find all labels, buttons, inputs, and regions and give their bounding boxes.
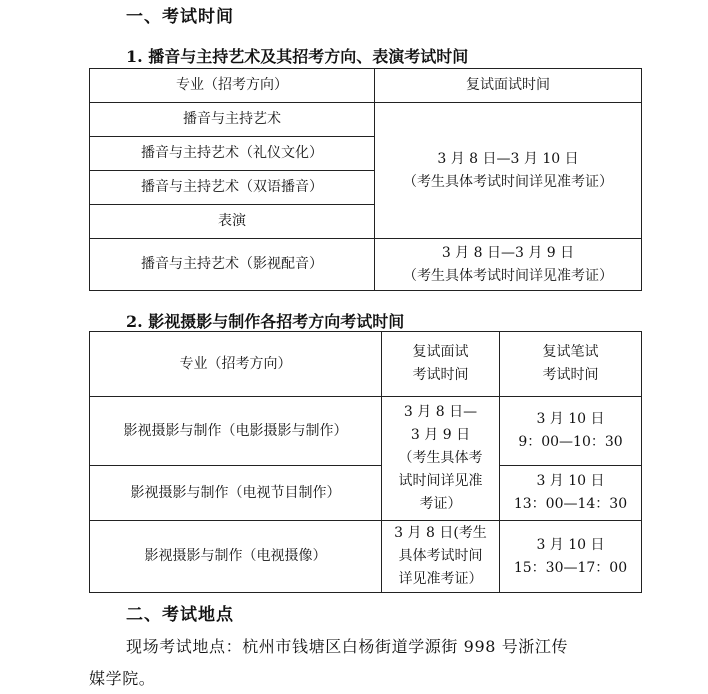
major-cell: 播音与主持艺术（影视配音） xyxy=(90,239,375,291)
major-cell: 播音与主持艺术（礼仪文化） xyxy=(90,137,375,171)
time-line: 3 月 8 日— xyxy=(403,404,478,420)
header-interview-time: 复试面试时间 xyxy=(375,69,642,103)
time-line: 详见准考证） xyxy=(398,571,483,587)
written-time-cell xyxy=(500,466,642,521)
header-major: 专业（招考方向） xyxy=(90,69,375,103)
interview-time-cell xyxy=(382,521,500,593)
written-date: 3 月 10 日 xyxy=(536,473,605,489)
time-line: 考证） xyxy=(419,496,462,512)
interview-time-cell xyxy=(382,397,500,521)
major-cell: 表演 xyxy=(90,205,375,239)
location-paragraph-line1: 现场考试地点：杭州市钱塘区白杨街道学源街 998 号浙江传 xyxy=(126,637,569,656)
header-line: 考试时间 xyxy=(412,367,469,383)
written-hours: 15：30—17：00 xyxy=(513,559,628,576)
time-line: 3 月 8 日(考生 xyxy=(394,525,487,541)
table-header-row xyxy=(90,332,642,397)
time-line: 3 月 9 日 xyxy=(410,427,471,443)
written-date: 3 月 10 日 xyxy=(536,536,605,553)
film-schedule-table xyxy=(89,331,642,593)
time-range: 3 月 8 日—3 月 10 日 xyxy=(437,150,579,167)
table-row xyxy=(90,466,642,521)
interview-time-cell xyxy=(375,239,642,291)
header-major: 专业（招考方向） xyxy=(90,332,382,397)
written-time-cell xyxy=(500,521,642,593)
section-title-exam-location: 二、考试地点 xyxy=(126,605,234,625)
subsection-title-broadcasting: 1. 播音与主持艺术及其招考方向、表演考试时间 xyxy=(126,47,469,66)
table-row xyxy=(90,239,642,291)
section-title-exam-time: 一、考试时间 xyxy=(126,7,234,27)
table-row xyxy=(90,521,642,593)
location-paragraph-line2: 媒学院。 xyxy=(89,669,156,688)
header-line: 复试面试 xyxy=(412,344,469,360)
time-range: 3 月 8 日—3 月 9 日 xyxy=(441,244,575,261)
broadcasting-schedule-table xyxy=(89,68,642,291)
major-cell: 播音与主持艺术（双语播音） xyxy=(90,171,375,205)
time-line: 试时间详见准 xyxy=(398,473,483,489)
header-line: 考试时间 xyxy=(542,367,599,383)
interview-time-cell xyxy=(375,103,642,239)
written-hours: 9：00—10：30 xyxy=(518,434,623,450)
written-date: 3 月 10 日 xyxy=(536,411,605,427)
header-line: 复试笔试 xyxy=(542,344,599,360)
table-row xyxy=(90,103,642,137)
major-cell: 播音与主持艺术 xyxy=(90,103,375,137)
subsection-title-film: 2. 影视摄影与制作各招考方向考试时间 xyxy=(126,312,405,331)
time-line: 具体考试时间 xyxy=(398,548,483,564)
time-note: （考生具体考试时间详见准考证） xyxy=(403,173,613,190)
time-note: （考生具体考试时间详见准考证） xyxy=(403,267,613,284)
header-written-time xyxy=(500,332,642,397)
major-cell: 影视摄影与制作（电视摄像） xyxy=(90,521,382,593)
major-cell: 影视摄影与制作（电影摄影与制作） xyxy=(90,397,382,466)
written-time-cell xyxy=(500,397,642,466)
table-header-row xyxy=(90,69,642,103)
written-hours: 13：00—14：30 xyxy=(513,496,628,512)
time-line: （考生具体考 xyxy=(398,450,483,466)
major-cell: 影视摄影与制作（电视节目制作） xyxy=(90,466,382,521)
table-row xyxy=(90,397,642,466)
header-interview-time xyxy=(382,332,500,397)
